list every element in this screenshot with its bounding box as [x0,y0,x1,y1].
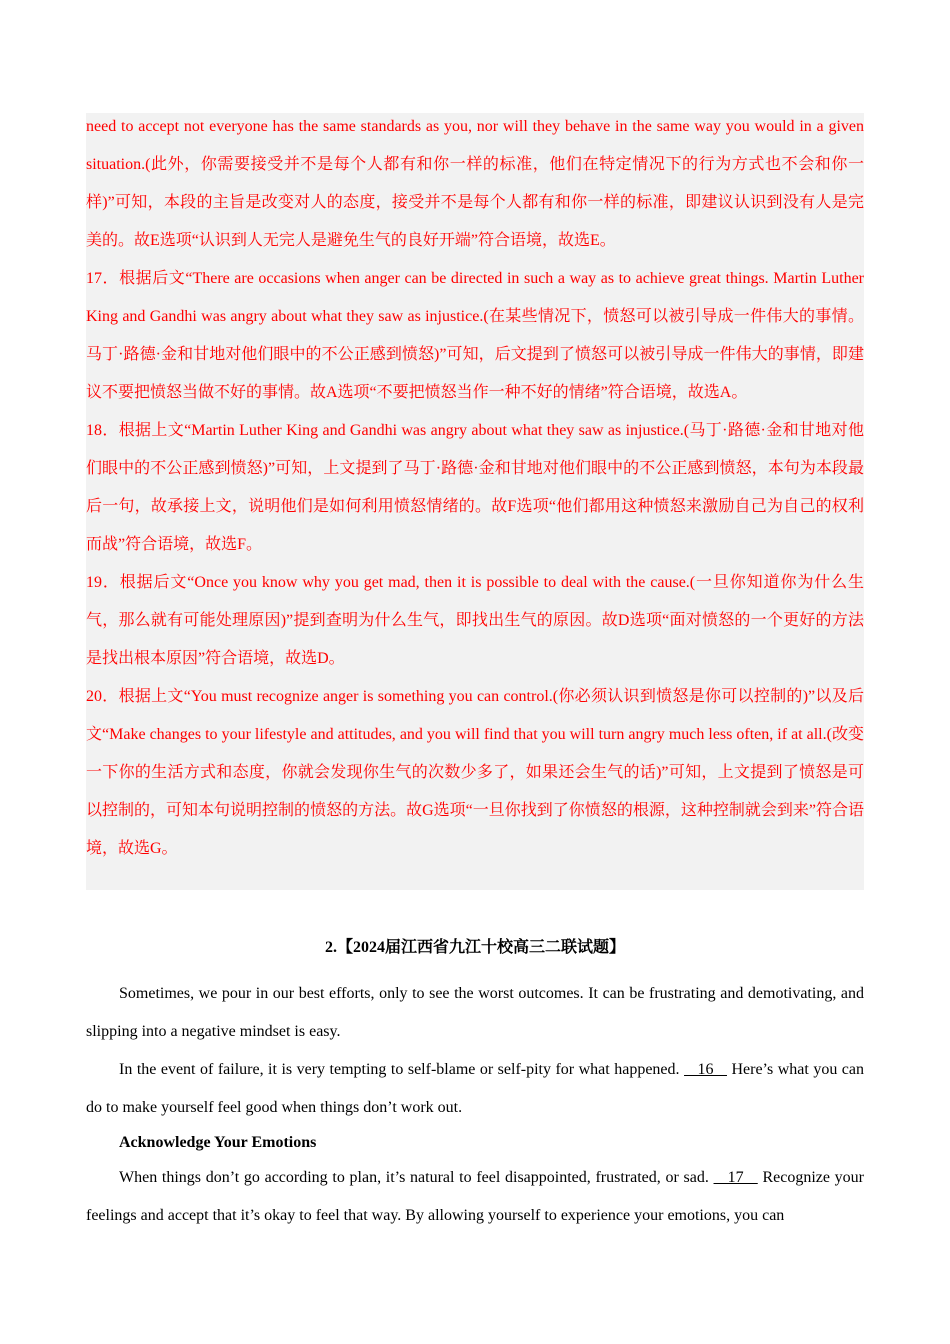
passage-heading: Acknowledge Your Emotions [119,1134,317,1151]
passage-paragraph-2 [86,1051,864,1127]
section-title: 2.【2024届江西省九江十校高三二联试题】 [324,939,625,956]
answer-paragraph-continued: need to accept not everyone has the same standards as you, nor will they behave in the same way you would in a given situation.(此外，你需要接受并不是每个人都有和你一样的标准，他们在特定情况下的行为方式也不会和你一样)”可知，本段的主旨是改变对人的态度，接受并不是每个人都有和你一样的标准，即建议认识到没有人是完美的。故E选项“认识到人无完人是避免生气的良好开端”符合语境，故选E。 [86,118,864,249]
blank-17: 17 [713,1169,758,1186]
answer-item-20: 20．根据上文“You must recognize anger is something you can control.(你必须认识到愤怒是你可以控制的)”以及后文“Make changes to your lifestyle and attitudes, and you will find that you will turn angry much less often, if at all.(改变一下你的生活方式和态度，你就会发现你生气的次数少多了，如果还会生气的话)”可知，上文提到了愤怒是可以控制的，可知本句说明控制的愤怒的方法。故G选项“一旦你找到了你愤怒的根源，这种控制就会到来”符合语境，故选G。 [86,688,864,857]
passage-text: In the event of failure, it is very tempting to self-blame or self-pity for what happened. [119,1061,685,1078]
answer-explanation [86,108,864,868]
passage-text: Here’s what you can do to make yourself feel good when things don’t work out. [86,1061,865,1116]
answer-item-18: 18．根据上文“Martin Luther King and Gandhi was angry about what they saw as injustice.(马丁·路德·金和甘地对他们眼中的不公正感到愤怒)”可知，上文提到了马丁·路德·金和甘地对他们眼中的不公正感到愤怒，本句为本段最后一句，故承接上文，说明他们是如何利用愤怒情绪的。故F选项“他们都用这种愤怒来激励自己为自己的权利而战”符合语境，故选F。 [86,422,864,553]
passage-text: When things don’t go according to plan, it’s natural to feel disappointed, frustrated, or sad. [119,1169,714,1186]
reading-passage [86,975,864,1235]
passage-paragraph-3 [86,1159,864,1235]
passage-text: Recognize your feelings and accept that it’s okay to feel that way. By allowing yourself to experience your emotions, you can [86,1169,865,1224]
answer-item-19: 19．根据后文“Once you know why you get mad, then it is possible to deal with the cause.(一旦你知道你为什么生气，那么就有可能处理原因)”提到查明为什么生气，即找出生气的原因。故D选项“面对愤怒的一个更好的方法是找出根本原因”符合语境，故选D。 [86,574,864,667]
answer-item-17: 17．根据后文“There are occasions when anger can be directed in such a way as to achieve great things. Martin Luther King and Gandhi was angry about what they saw as injustice.(在某些情况下，愤怒可以被引导成一件伟大的事情。马丁·路德·金和甘地对他们眼中的不公正感到愤怒)”可知，后文提到了愤怒可以被引导成一件伟大的事情，即建议不要把愤怒当做不好的事情。故A选项“不要把愤怒当作一种不好的情绪”符合语境，故选A。 [86,270,864,401]
passage-paragraph-1: Sometimes, we pour in our best efforts, only to see the worst outcomes. It can be frustrating and demotivating, and slipping into a negative mindset is easy. [86,985,864,1040]
blank-16: 16 [684,1061,727,1078]
